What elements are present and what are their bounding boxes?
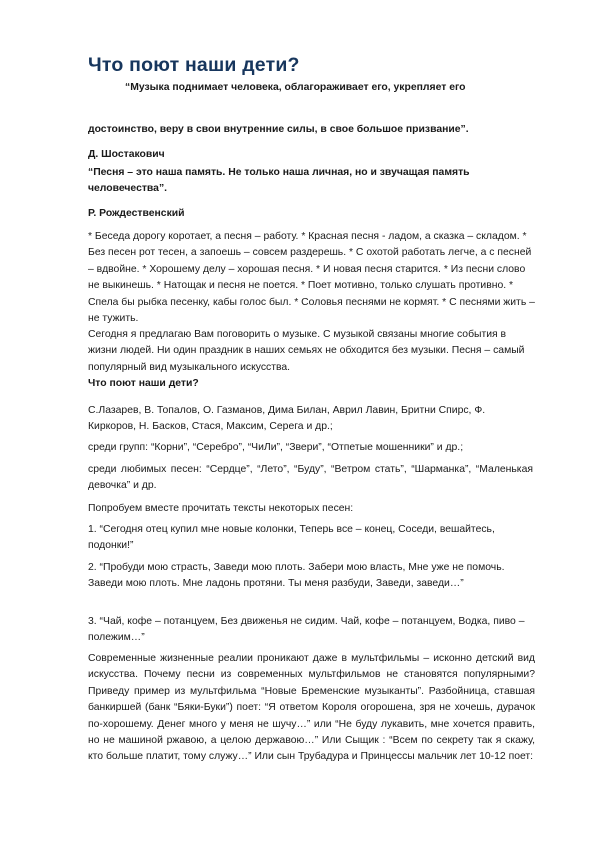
- artists-paragraph: С.Лазарев, В. Топалов, О. Газманов, Дима Билан, Аврил Лавин, Бритни Спирс, Ф. Киркоров, Н. Басков, Стася, Максим, Серега и др.;: [88, 405, 486, 433]
- songs-paragraph: среди любимых песен: “Сердце”, “Лето”, “Буду”, “Ветром стать”, “Шарманка”, “Маленькая девочка” и др.: [88, 464, 533, 492]
- lyric-3: 3. “Чай, кофе – потанцуем, Без движенья не сидим. Чай, кофе – потанцуем, Водка, пиво – полежим…”: [88, 616, 525, 644]
- proverbs-paragraph: * Беседа дорогу коротает, а песня – работу. * Красная песня - ладом, а сказка – складом. * Без песен рот тесен, а запоешь – совсем раздерешь. * С охотой работать легче, а с песней – вдвойне. * Хорошему делу – хорошая песня. * И новая песня старится. * Из песни слово не выкинешь. * Натощак и песня не поется. * Поет мотивно, только слушать противно. * Спела бы рыбка песенку, кабы голос был. * Соловья песнями не кормят. * С песнями жить – не тужить.: [88, 231, 535, 325]
- page-title: Что поют наши дети?: [88, 54, 300, 76]
- lyric-1: 1. “Сегодня отец купил мне новые колонки, Теперь все – конец, Соседи, вешайтесь, подонки!”: [88, 524, 495, 552]
- try-read-paragraph: Попробуем вместе прочитать тексты некоторых песен:: [88, 503, 354, 514]
- epigraph-2: “Песня – это наша память. Не только наша личная, но и звучащая память человечества”.: [88, 167, 470, 195]
- epigraph-1-line-1: “Музыка поднимает человека, облагораживает его, укрепляет его: [125, 82, 466, 93]
- lyric-2: 2. “Пробуди мою страсть, Заведи мою плоть. Забери мою власть, Мне уже не помочь. Заведи мою плоть. Мне ладонь протяни. Ты меня разбуди, Заведи, заведи…”: [88, 562, 505, 590]
- epigraph-2-author: Р. Рождественский: [88, 208, 185, 219]
- intro-paragraph: Сегодня я предлагаю Вам поговорить о музыке. С музыкой связаны многие события в жизни людей. Ни один праздник в наших семьях не обходится без музыки. Песня – самый популярный вид музыкального искусства.: [88, 329, 525, 373]
- epigraph-1-line-2: достоинство, веру в свои внутренние силы, в свое большое призвание”.: [88, 124, 469, 135]
- section-subheading: Что поют наши дети?: [88, 378, 199, 389]
- groups-paragraph: среди групп: “Корни”, “Серебро”, “ЧиЛи”, “Звери”, “Отпетые мошенники” и др.;: [88, 442, 464, 453]
- epigraph-1-author: Д. Шостакович: [88, 149, 165, 160]
- cartoons-paragraph: Современные жизненные реалии проникают даже в мультфильмы – исконно детский вид искусства. Почему песни из современных мультфильмов не становятся популярными? Приведу пример из мультфильма “Новые Бременские музыканты”. Разбойница, ставшая банкиршей (банк “Бяки-Буки”) поет: “Я ответом Короля огорошена, зря не хочешь, дурачок по-хорошему. Денег много у меня не шучу…” или “Не буду лукавить, мне хочется править, но не машиной ржавою, а целою державою…” Или Сыщик : “Всем по секрету так я скажу, кто больше платит, тому служу…” Или сын Трубадура и Принцессы мальчик лет 10-12 поет:: [88, 653, 535, 763]
